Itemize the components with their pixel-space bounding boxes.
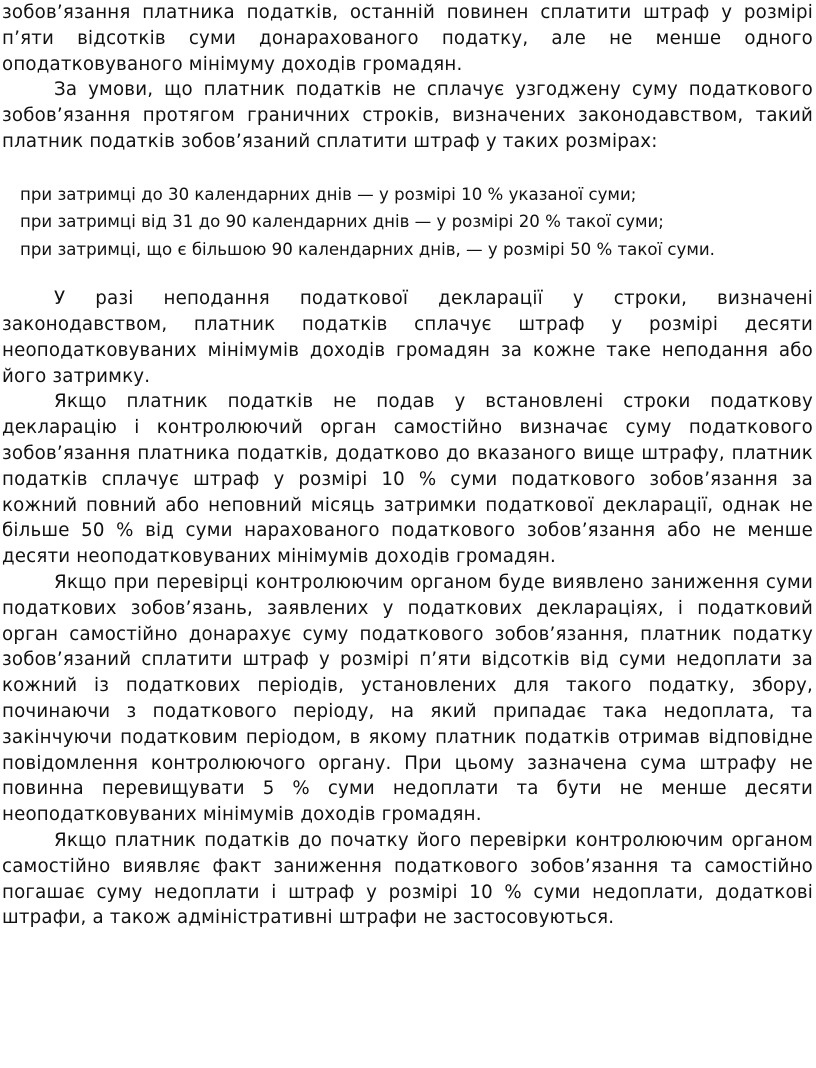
document-page bbox=[2, 0, 813, 931]
no-declaration-paragraph: У разі неподання податкової декларації у строки, визначені законодавством, платник податків сплачує штраф у розмірі десяти неоподатковуваних мінімумів доходів громадян за кожне таке неподання або його затримку. bbox=[2, 288, 813, 387]
self-correction-paragraph: Якщо платник податків до початку його перевірки контролюючим органом самостійно виявляє факт заниження податкового зобов’язання та самостійно погашає суму недоплати і штраф у розмірі 10 % суми недоплати, додаткові штрафи, а також адміністративні штрафи не застосовуються. bbox=[2, 830, 813, 929]
understatement-paragraph: Якщо при перевірці контролюючим органом буде виявлено заниження суми податкових зобов’язань, заявлених у податкових деклараціях, і податковий орган самостійно донарахує суму податкового зобов’язання, платник податку зобов’язаний сплатити штраф у розмірі п’яти відсотків від суми недоплати за кожний із податкових періодів, установлених для такого податку, збору, починаючи з податкового періоду, на який припадає така недоплата, та закінчуючи податковим періодом, в якому платник податків отримав відповідне повідомлення контролюючого органу. При цьому зазначена сума штрафу не повинна перевищувати 5 % суми недоплати та бути не менше десяти неоподатковуваних мінімумів доходів громадян. bbox=[2, 572, 813, 826]
late-declaration-paragraph: Якщо платник податків не подав у встановлені строки податкову декларацію і контролюючий орган самостійно визначає суму податкового зобов’язання платника податків, додатково до вказаного вище штрафу, платник податків сплачує штраф у розмірі 10 % суми податкового зобов’язання за кожний повний або неповний місяць затримки податкової декларації, однак не більше 50 % від суми нарахованого податкового зобов’язання або не менше десяти неоподатковуваних мінімумів доходів громадян. bbox=[2, 391, 813, 568]
penalty-list bbox=[2, 181, 813, 264]
penalty-list-item: при затримці, що є більшою 90 календарних днів, — у розмірі 50 % такої суми. bbox=[20, 239, 715, 259]
penalty-list-block bbox=[2, 181, 813, 264]
penalty-list-item: при затримці від 31 до 90 календарних днів — у розмірі 20 % такої суми; bbox=[20, 212, 664, 232]
condition-paragraph: За умови, що платник податків не сплачує узгоджену суму податкового зобов’язання протягом граничних строків, визначених законодавством, такий платник податків зобов’язаний сплатити штраф у таких розмірах: bbox=[2, 79, 813, 152]
penalty-list-item: при затримці до 30 календарних днів — у розмірі 10 % указаної суми; bbox=[20, 184, 637, 204]
intro-continuation-paragraph: зобов’язання платника податків, останній повинен сплатити штраф у розмірі п’яти відсотків суми донарахованого податку, але не менше одного оподатковуваного мінімуму доходів громадян. bbox=[2, 2, 813, 75]
